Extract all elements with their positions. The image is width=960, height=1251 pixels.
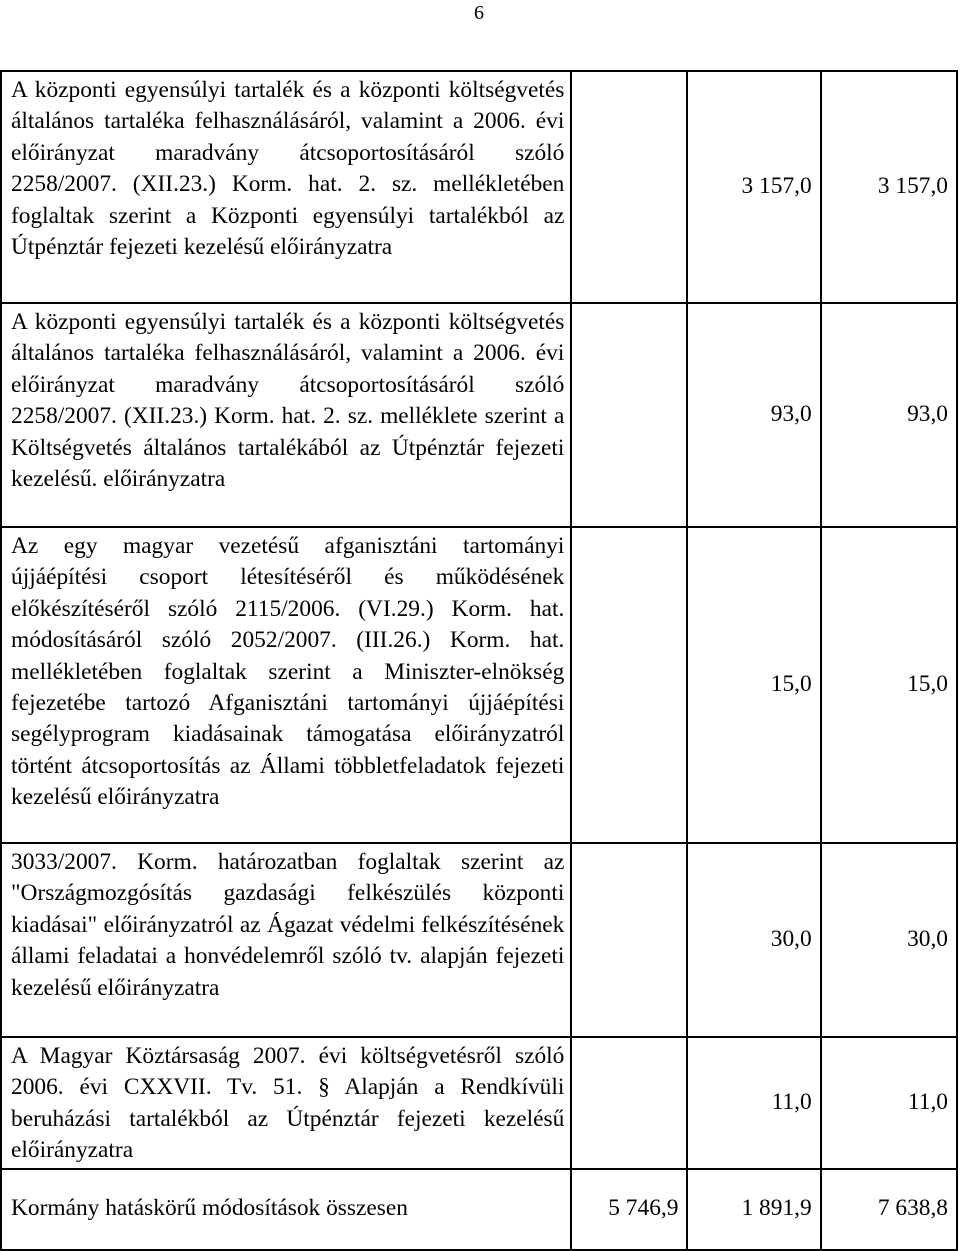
total-value-1: 5 746,9 <box>571 1169 687 1250</box>
row-value-2: 15,0 <box>687 527 820 843</box>
total-value-3: 7 638,8 <box>821 1169 957 1250</box>
appropriation-table <box>0 70 958 1251</box>
row-description: Az egy magyar vezetésű afganisztáni tartományi újjáépítési csoport létesítéséről és működésének előkészítéséről szóló 2115/2006. (VI.29.) Korm. hat. módosításáról szóló 2052/2007. (III.26.) Korm. hat. mellékletében foglaltak szerint a Miniszter-elnökség fejezetébe tartozó Afganisztáni tartományi újjáépítési segélyprogram kiadásainak támogatása előirányzatról történt átcsoportosítás az Állami többletfeladatok fejezeti kezelésű előirányzatra <box>1 527 571 843</box>
total-value-2: 1 891,9 <box>687 1169 820 1250</box>
row-description: A Magyar Köztársaság 2007. évi költségvetésről szóló 2006. évi CXXVII. Tv. 51. § Alapján a Rendkívüli beruházási tartalékból az Útpénztár fejezeti kezelésű előirányzatra <box>1 1037 571 1169</box>
total-label: Kormány hatáskörű módosítások összesen <box>1 1169 571 1250</box>
row-value-1 <box>571 843 687 1037</box>
row-value-3: 30,0 <box>821 843 957 1037</box>
row-description: 3033/2007. Korm. határozatban foglaltak szerint az "Országmozgósítás gazdasági felkészülés központi kiadásai" előirányzatról az Ágazat védelmi felkészítésének állami feladatai a honvédelemről szóló tv. alapján fejezeti kezelésű előirányzatra <box>1 843 571 1037</box>
row-value-3: 3 157,0 <box>821 71 957 303</box>
row-value-2: 93,0 <box>687 303 820 527</box>
row-value-3: 11,0 <box>821 1037 957 1169</box>
row-value-3: 15,0 <box>821 527 957 843</box>
row-value-3: 93,0 <box>821 303 957 527</box>
row-value-2: 3 157,0 <box>687 71 820 303</box>
row-description: A központi egyensúlyi tartalék és a központi költségvetés általános tartaléka felhasználásáról, valamint a 2006. évi előirányzat maradvány átcsoportosításáról szóló 2258/2007. (XII.23.) Korm. hat. 2. sz. melléklete szerint a Költségvetés általános tartalékából az Útpénztár fejezeti kezelésű. előirányzatra <box>1 303 571 527</box>
row-value-2: 11,0 <box>687 1037 820 1169</box>
table-row <box>1 303 957 527</box>
row-value-1 <box>571 71 687 303</box>
table-row <box>1 527 957 843</box>
row-description: A központi egyensúlyi tartalék és a központi költségvetés általános tartaléka felhasználásáról, valamint a 2006. évi előirányzat maradvány átcsoportosításáról szóló 2258/2007. (XII.23.) Korm. hat. 2. sz. mellékletében foglaltak szerint a Központi egyensúlyi tartalékból az Útpénztár fejezeti kezelésű előirányzatra <box>1 71 571 303</box>
table-row <box>1 71 957 303</box>
table-row <box>1 843 957 1037</box>
row-value-2: 30,0 <box>687 843 820 1037</box>
page-number: 6 <box>474 2 484 24</box>
row-value-1 <box>571 1037 687 1169</box>
row-value-1 <box>571 303 687 527</box>
row-value-1 <box>571 527 687 843</box>
table-row <box>1 1037 957 1169</box>
total-row <box>1 1169 957 1250</box>
